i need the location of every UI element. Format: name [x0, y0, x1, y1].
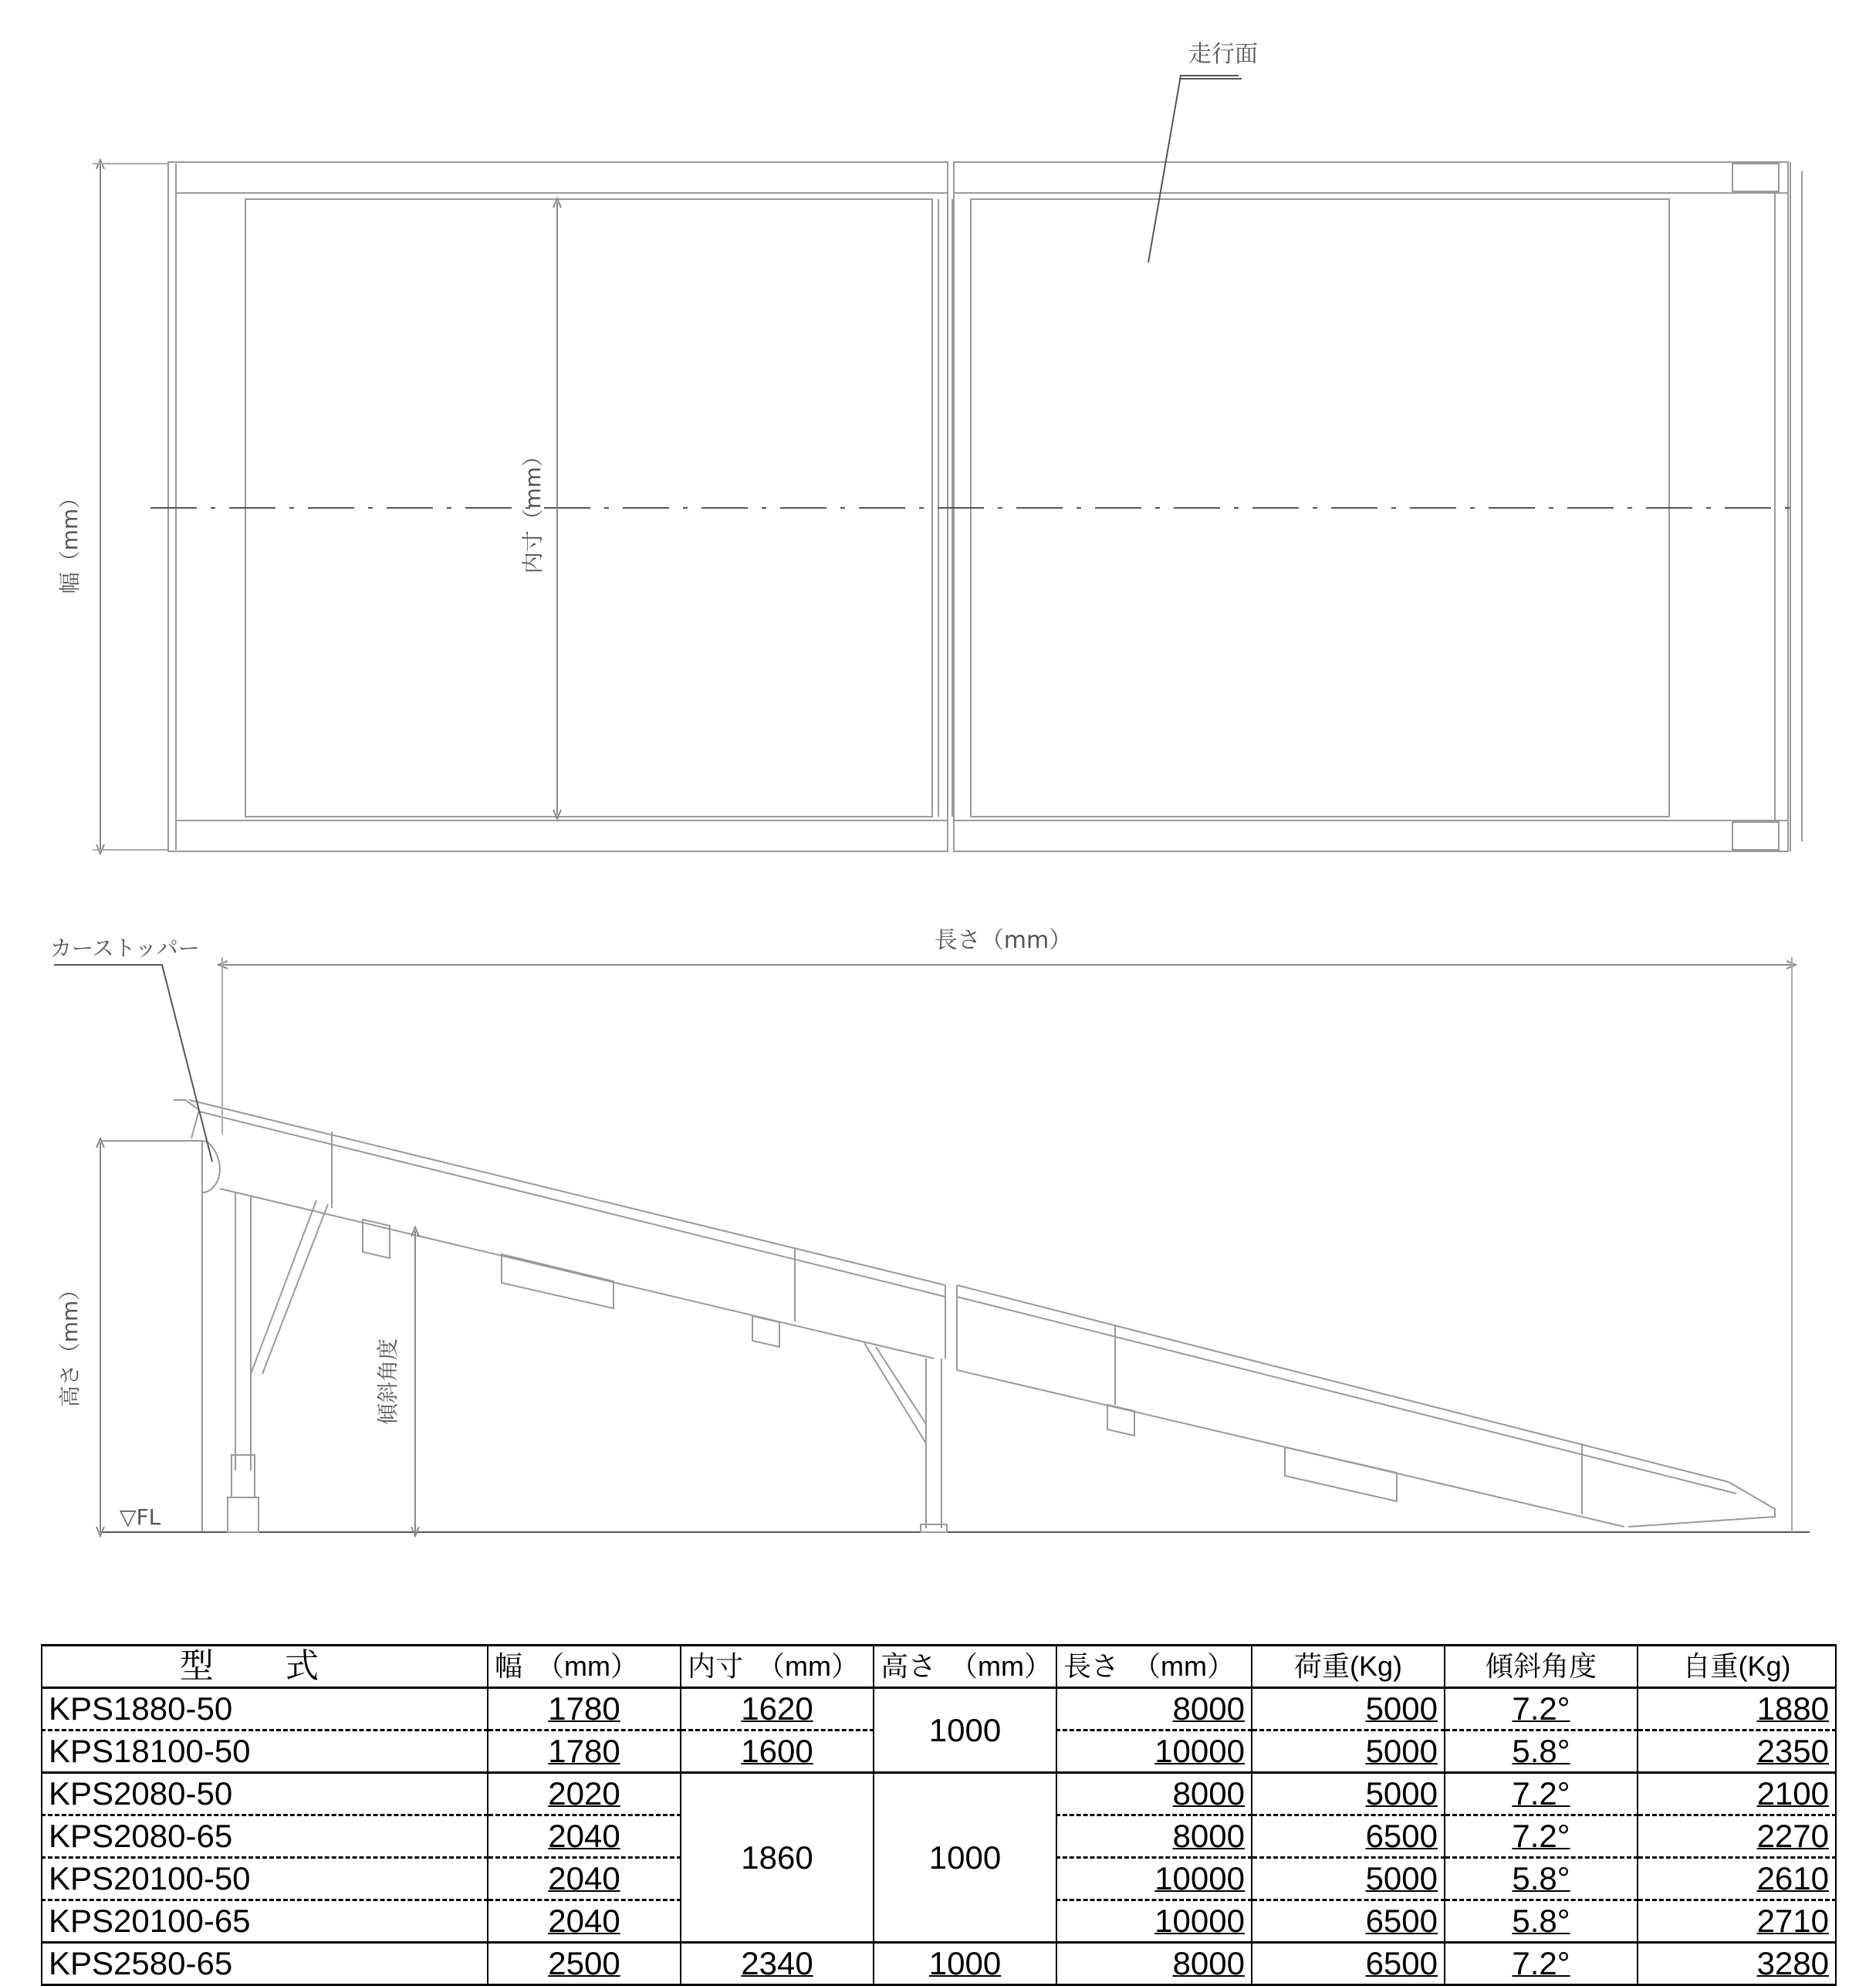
floor-level-label: ▽FL: [120, 1504, 161, 1530]
cell-model: KPS20100-65: [42, 1900, 488, 1943]
header-inner: 内寸 （mm）: [681, 1646, 874, 1688]
cell-angle: 7.2°: [1445, 1943, 1638, 1985]
cell-model: KPS18100-50: [42, 1731, 488, 1773]
side-view: [54, 957, 1810, 1532]
cell-height-merged: 1000: [874, 1773, 1056, 1943]
cell-load: 5000: [1252, 1858, 1445, 1900]
surface-label: 走行面: [1188, 41, 1258, 68]
cell-weight: 1880: [1638, 1688, 1836, 1731]
table-row: [42, 1943, 1836, 1985]
cell-angle: 5.8°: [1445, 1900, 1638, 1943]
header-width: 幅 （mm）: [488, 1646, 681, 1688]
cell-load: 5000: [1252, 1688, 1445, 1731]
header-load: 荷重(Kg): [1252, 1646, 1445, 1688]
cell-model: KPS1880-50: [42, 1688, 488, 1731]
cell-width: 2020: [488, 1773, 681, 1815]
cell-inner: 1620: [681, 1688, 874, 1731]
cell-angle: 7.2°: [1445, 1773, 1638, 1815]
ramp-top-edge: [189, 1100, 945, 1285]
cell-width: 1780: [488, 1731, 681, 1773]
header-angle: 傾斜角度: [1445, 1646, 1638, 1688]
cell-inner-merged: 1860: [681, 1773, 874, 1943]
cell-weight: 3280: [1638, 1943, 1836, 1985]
width-dim-label: 幅（mm）: [57, 486, 83, 594]
cell-angle: 7.2°: [1445, 1815, 1638, 1858]
length-dim-label: 長さ（mm）: [934, 927, 1073, 954]
header-length: 長さ （mm）: [1056, 1646, 1252, 1688]
plan-inner-panel-right: [971, 199, 1669, 817]
surface-leader: [1148, 76, 1239, 262]
cell-inner: 2340: [681, 1943, 874, 1985]
cell-angle: 7.2°: [1445, 1688, 1638, 1731]
cell-load: 6500: [1252, 1900, 1445, 1943]
cell-weight: 2710: [1638, 1900, 1836, 1943]
cell-width: 2040: [488, 1900, 681, 1943]
cell-width: 1780: [488, 1688, 681, 1731]
cell-length: 10000: [1056, 1858, 1252, 1900]
cell-load: 5000: [1252, 1773, 1445, 1815]
car-stopper: [202, 1141, 220, 1193]
cell-load: 5000: [1252, 1731, 1445, 1773]
cell-inner: 1600: [681, 1731, 874, 1773]
table-row: [42, 1688, 1836, 1731]
cell-model: KPS20100-50: [42, 1858, 488, 1900]
car-stopper-label: カーストッパー: [50, 935, 200, 961]
cell-length: 8000: [1056, 1943, 1252, 1985]
header-height: 高さ （mm）: [874, 1646, 1056, 1688]
header-model: 型 式: [42, 1646, 488, 1688]
height-dim-label: 高さ（mm）: [57, 1278, 83, 1408]
cell-angle: 5.8°: [1445, 1858, 1638, 1900]
cell-height: 1000: [874, 1943, 1056, 1985]
cell-weight: 2350: [1638, 1731, 1836, 1773]
plan-frame-right: [954, 162, 1788, 851]
cell-weight: 2100: [1638, 1773, 1836, 1815]
cell-height-merged: 1000: [874, 1688, 1056, 1773]
cell-width: 2040: [488, 1815, 681, 1858]
cell-weight: 2610: [1638, 1858, 1836, 1900]
cell-model: KPS2080-65: [42, 1815, 488, 1858]
table-row: [42, 1773, 1836, 1815]
cell-load: 6500: [1252, 1943, 1445, 1985]
inner-dim-label: 内寸（mm）: [520, 445, 546, 574]
cell-length: 8000: [1056, 1815, 1252, 1858]
cell-width: 2040: [488, 1858, 681, 1900]
plan-view: [93, 76, 1802, 851]
cell-model: KPS2580-65: [42, 1943, 488, 1985]
table-header-row: [42, 1646, 1836, 1688]
cell-weight: 2270: [1638, 1815, 1836, 1858]
spec-table: [41, 1644, 1837, 1986]
cell-length: 8000: [1056, 1688, 1252, 1731]
cell-model: KPS2080-50: [42, 1773, 488, 1815]
cell-length: 10000: [1056, 1900, 1252, 1943]
cell-width: 2500: [488, 1943, 681, 1985]
header-weight: 自重(Kg): [1638, 1646, 1836, 1688]
cell-angle: 5.8°: [1445, 1731, 1638, 1773]
slope-dim-label: 傾斜角度: [375, 1338, 401, 1426]
dock-edge: [100, 1141, 202, 1532]
car-stopper-leader: [54, 965, 212, 1162]
cell-length: 10000: [1056, 1731, 1252, 1773]
cell-load: 6500: [1252, 1815, 1445, 1858]
cell-length: 8000: [1056, 1773, 1252, 1815]
